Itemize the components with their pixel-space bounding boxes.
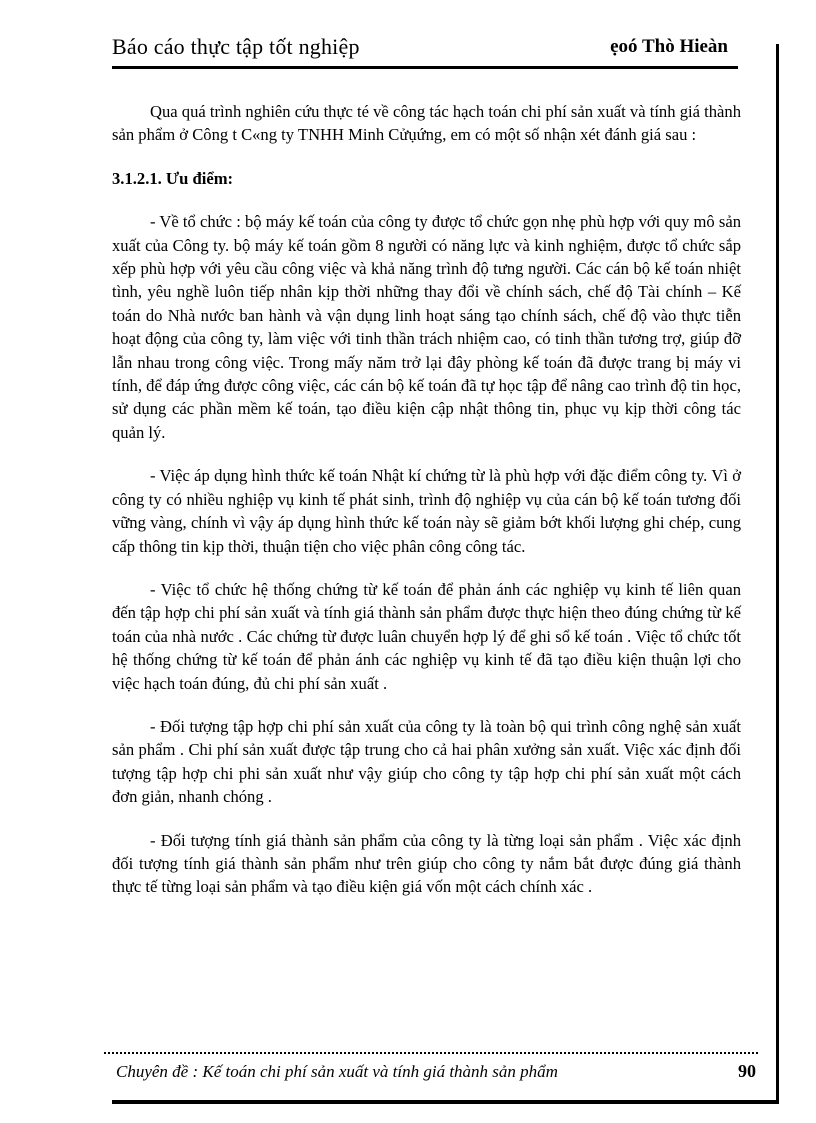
paragraph-cost-object: - Đối tượng tập hợp chi phí sản xuất của công ty là toàn bộ qui trình công nghệ sản xuất sản phẩm . Chi phí sản xuất được tập trung cho cả hai phân xưởng sản xuất. Việc xác định đối tượng tập hợp chi phi sản xuất như vậy giúp cho công ty tập hợp chi phí sản xuất một cách đơn giản, nhanh chóng . (112, 716, 741, 807)
page-border-right (776, 44, 779, 1104)
paragraph-organization: - Về tổ chức : bộ máy kế toán của công ty được tổ chức gọn nhẹ phù hợp với quy mô sản xuất của Công ty. bộ máy kế toán gồm 8 người có năng lực và kinh nghiệm, được tổ chức sắp xếp phù hợp với yêu cầu công việc và khả năng trình độ tưng người. Các cán bộ kế toán nhiệt tình, yêu nghề luôn tiếp nhân kịp thời những thay đổi về chính sách, chế độ Tài chính – Kế toán do Nhà nước ban hành và vận dụng linh hoạt sáng tạo chính sách, chế độ vào thực tiễn hoạt động của công ty, làm việc với tinh thần trách nhiệm cao, có tinh thần tương trợ, giúp đỡ lẫn nhau trong công việc. Trong mấy năm trở lại đây phòng kế toán đã được trang bị máy vi tính, để đáp ứng được công việc, các cán bộ kế toán đã tự học tập để nâng cao trình độ tin học, sử dụng các phần mềm kế toán, tạo điều kiện cập nhật thông tin, phục vụ kịp thời công tác quản lý. (112, 212, 741, 442)
footer-divider (104, 1052, 758, 1054)
paragraph-costing-object: - Đối tượng tính giá thành sản phẩm của công ty là từng loại sản phẩm . Việc xác định đối tượng tính giá thành sản phẩm như trên giúp cho công ty nắm bắt được đúng giá thành thực tế từng loại sản phẩm và tạo điều kiện giá vốn một cách chính xác . (112, 830, 741, 897)
page-header (112, 32, 738, 69)
page-border-bottom (112, 1100, 779, 1104)
paragraph-accounting-form: - Việc áp dụng hình thức kế toán Nhật kí chứng từ là phù hợp với đặc điểm công ty. Vì ở công ty có nhiều nghiệp vụ kinh tế phát sinh, trình độ nghiệp vụ của cán bộ kế toán tương đối vững vàng, chính vì vậy áp dụng hình thức kế toán này sẽ giảm bớt khối lượng ghi chép, cung cấp thông tin kịp thời, thuận tiện cho việc phân công công tác. (112, 466, 741, 556)
section-heading: 3.1.2.1. Ưu điểm: (112, 168, 234, 188)
footer-subject: Chuyên đề : Kế toán chi phí sản xuất và tính giá thành sản phẩm (116, 1062, 558, 1081)
paragraph-voucher-system: - Việc tổ chức hệ thống chứng từ kế toán để phản ánh các nghiệp vụ kinh tế liên quan đến tập hợp chi phí sản xuất và tính giá thành sản phẩm được thực hiện theo đúng chứng từ kế toán của nhà nước . Các chứng từ được luân chuyển hợp lý để ghi sổ kế toán . Việc tổ chức tốt hệ thống chứng từ kế toán để phản ánh các nghiệp vụ kinh tế đã tạo điều kiện thuận lợi cho việc hạch toán đúng, đủ chi phí sản xuất . (112, 579, 741, 693)
author-name: ẹoó Thò Hieàn (610, 36, 728, 57)
intro-paragraph: Qua quá trình nghiên cứu thực té về công tác hạch toán chi phí sản xuất và tính giá thành sản phẩm ở Công t C«ng ty TNHH Minh Cửụứng, em có một số nhận xét đánh giá sau : (112, 102, 741, 145)
page-number: 90 (738, 1061, 756, 1081)
document-body (112, 100, 741, 919)
report-title: Báo cáo thực tập tốt nghiệp (112, 34, 360, 59)
